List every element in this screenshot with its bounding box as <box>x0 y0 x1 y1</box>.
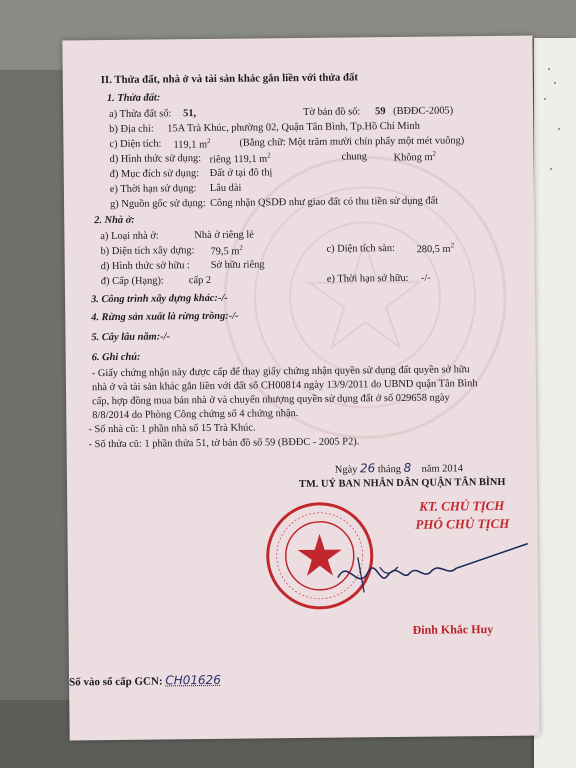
usage-form-value: riêng 119,1 $m^2$ <box>209 151 271 166</box>
note-line: 8/8/2014 do Phòng Công chứng số 4 chứng nhận. <box>92 408 299 422</box>
floor-area-label: c) Diện tích sàn: <box>326 243 395 255</box>
date-month: 8 <box>403 460 412 475</box>
signer-title-1: KT. CHỦ TỊCH <box>419 497 505 514</box>
grade-value: cấp 2 <box>188 274 212 287</box>
land-number-label: a) Thửa đất số: <box>109 108 172 120</box>
floor-area-value: 280,5 $m^2$ <box>416 241 455 256</box>
usage-form-label: d) Hình thức sử dụng: <box>109 153 202 165</box>
map-sheet-note: (BĐĐC-2005) <box>393 105 454 118</box>
note-line: nhà ở và tài sản khác gắn liền với đất số CH00814 ngày 13/9/2011 do UBND quận Tân Bình <box>91 378 478 394</box>
ownership-term-value: -/- <box>420 272 431 284</box>
purpose-label: đ) Mục đích sử dụng: <box>109 168 200 180</box>
handwritten-signature <box>328 536 539 608</box>
term-value: Lâu dài <box>209 182 242 194</box>
other-construction: 3. Công trình xây dựng khác:-/- <box>91 292 228 306</box>
notes-heading: 6. Ghi chú: <box>91 351 141 364</box>
building-area-label: b) Diện tích xây dựng: <box>100 245 195 258</box>
map-sheet-value: 59 <box>375 106 386 118</box>
ownership-value: Sở hữu riêng <box>210 259 265 271</box>
ownership-term-label: e) Thời hạn sở hữu: <box>326 272 409 285</box>
signer-name: Đinh Khắc Huy <box>412 622 494 637</box>
house-type-value: Nhà ở riêng lẻ <box>194 229 254 242</box>
address-label: b) Địa chỉ: <box>109 123 154 135</box>
origin-label: g) Nguồn gốc sử dụng: <box>110 197 206 210</box>
land-number-value: 51, <box>183 108 197 120</box>
house-heading: 2. Nhà ở: <box>94 214 135 227</box>
purpose-value: Đất ở tại đô thị <box>209 167 273 179</box>
ownership-label: d) Hình thức sở hữu : <box>100 260 190 273</box>
perennial-trees: 5. Cây lâu năm:-/- <box>91 331 171 344</box>
note-line: - Giấy chứng nhận này được cấp để thay giấy chứng nhận quyền sử dụng đất quyền sở hữu <box>91 364 470 380</box>
adjacent-page <box>534 38 576 768</box>
origin-value: Công nhận QSDĐ như giao đất có thu tiền sử dụng đất <box>210 195 439 209</box>
building-area-value: 79,5 $m^2$ <box>210 243 243 258</box>
house-type-label: a) Loại nhà ở: <box>100 230 159 243</box>
grade-label: đ) Cấp (Hạng): <box>100 275 164 288</box>
date-day: 26 <box>359 461 376 476</box>
signer-org: TM. UỶ BAN NHÂN DÂN QUẬN TÂN BÌNH <box>298 476 506 491</box>
area-value: 119,1 $m^2$ <box>173 136 211 151</box>
address-value: 15A Trà Khúc, phường 02, Quận Tân Bình, Tp.Hồ Chí Minh <box>167 120 420 135</box>
area-in-words: (Bằng chữ: Một trăm mười chín phẩy một mét vuông) <box>239 135 465 149</box>
note-line: cấp, hợp đồng mua bán nhà ở và chuyển nhượng quyền sử dụng đất ở số 029658 ngày <box>92 392 450 408</box>
shared-value: Không $m^2$ <box>393 149 437 164</box>
shared-label: chung <box>341 151 368 163</box>
term-label: e) Thời hạn sử dụng: <box>109 183 197 195</box>
registry-number: Số vào sổ cấp GCN: CH01626 <box>69 672 221 689</box>
registry-value: CH01626 <box>165 672 221 688</box>
issue-date: Ngày 26 tháng 8 năm 2014 <box>334 460 463 476</box>
area-label: c) Diện tích: <box>109 138 162 150</box>
section-title: II. Thửa đất, nhà ở và tài sản khác gắn liền với thửa đất <box>100 71 359 87</box>
signer-title-2: PHÓ CHỦ TỊCH <box>415 515 510 532</box>
certificate-page <box>62 36 539 741</box>
production-forest: 4. Rừng sản xuất là rừng trồng:-/- <box>91 310 239 324</box>
land-heading: 1. Thửa đất: <box>106 92 161 105</box>
map-sheet-label: Tờ bản đồ số: <box>303 106 361 118</box>
note-line: - Số thửa cũ: 1 phần thửa 51, tờ bản đồ số 59 (BĐĐC - 2005 P2). <box>88 436 360 451</box>
note-line: - Số nhà cũ: 1 phần nhà số 15 Trà Khúc. <box>88 422 256 436</box>
